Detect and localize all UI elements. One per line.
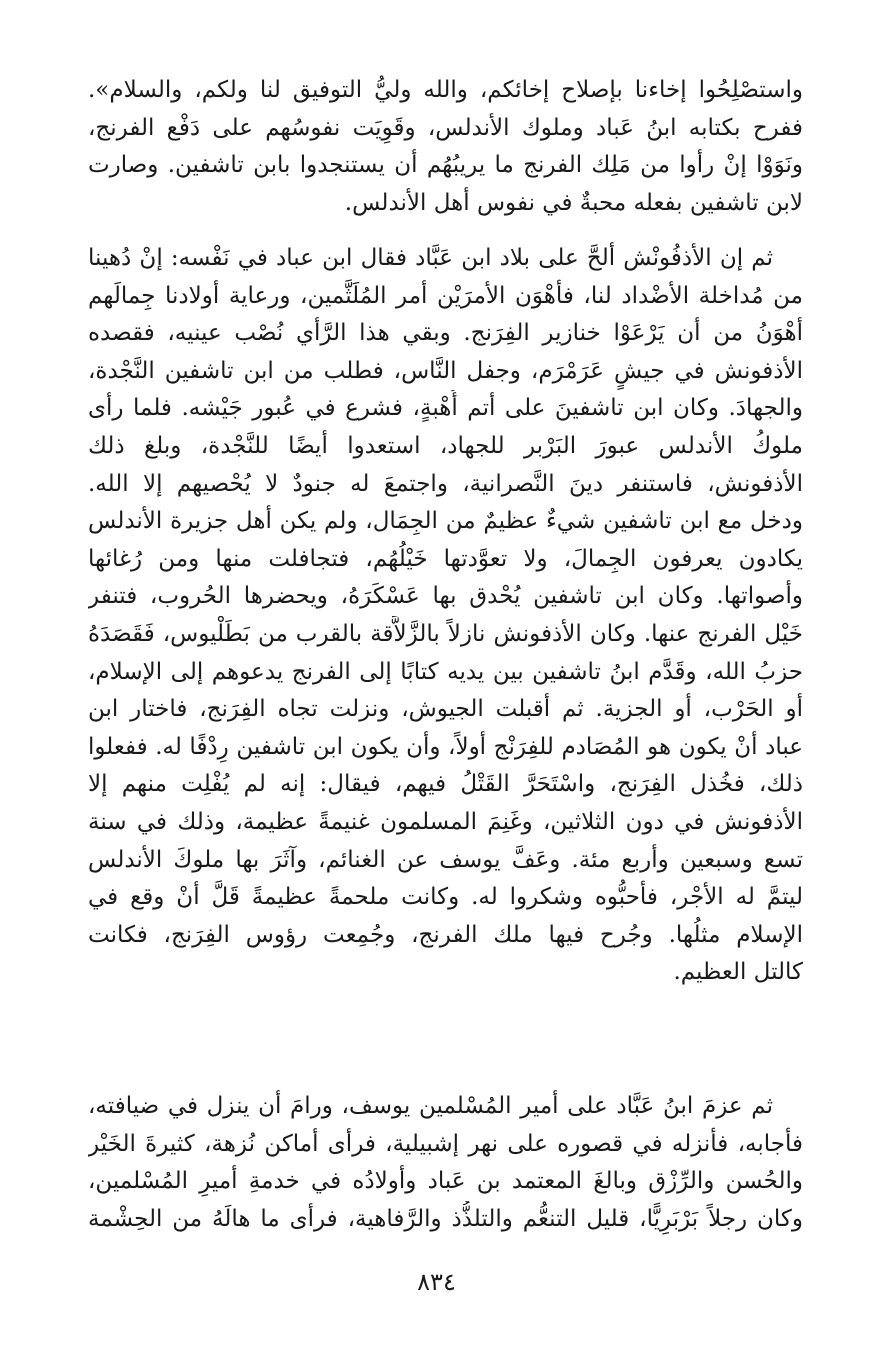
text-line: ثم إن الأذفُونْش ألحَّ على بلاد ابن عَبَّاد فقال ابن عباد في نَفْسه: إنْ دُهينا <box>88 245 773 271</box>
text-line: الإسلام مثلُها. وجُرح فيها ملك الفرنج، وجُمِعت رؤوس الفِرَنج، فكانت <box>88 921 803 948</box>
text-line: ثم عزمَ ابنُ عَبَّاد على أمير المُسْلمين يوسف، ورامَ أن ينزل في ضيافته، <box>88 1093 773 1119</box>
text-line: تسع وسبعين وأربع مئة. وعَفَّ يوسف عن الغنائم، وآثَرَ بها ملوكَ الأندلس <box>88 846 803 873</box>
text-line: الأذفونش، فاستنفر دينَ النَّصرانية، واجتمعَ له جنودٌ لا يُحْصيهم إلا الله. <box>88 470 803 497</box>
text-line: يكادون يعرفون الجِمالَ، ولا تعوَّدتها خَيْلُهُم، فتجافلت منها ومن رُغائها <box>88 545 803 572</box>
text-line: لابن تاشفين بفعله محبةٌ في نفوس أهل الأندلس. <box>344 189 803 216</box>
text-line: والحُسن والرِّزْق وبالغَ المعتمد بن عَباد وأولادُه في خدمةِ أميرِ المُسْلمين، <box>88 1168 803 1195</box>
text-line: خَيْل الفرنج عنها. وكان الأذفونش نازلاً بالزَّلاَّقة بالقرب من بَطَلْيوس، فَقَصَدَهُ <box>88 620 803 647</box>
text-line: الأذفونش في جيشٍ عَرَمْرَم، وجفل النَّاس، فطلب من ابن تاشفين النَّجْدة، <box>88 357 803 384</box>
text-line: عباد أنْ يكون هو المُصَادم للفِرَنْج أولاً، وأن يكون ابن تاشفين رِدْفًا له. ففعلوا <box>88 733 803 760</box>
text-line: وأصواتها. وكان ابن تاشفين يُحْدق بها عَسْكَرَهُ، ويحضرها الحُروب، فتنفر <box>88 583 803 610</box>
text-line: ملوكُ الأندلس عبورَ البَرْبر للجهاد، استعدوا أيضًا للنَّجْدة، وبلغ ذلك <box>88 432 803 459</box>
text-line: ونَوَوْا إنْ رأوا من مَلِك الفرنج ما يريبُهُم أن يستنجدوا بابن تاشفين. وصارت <box>88 152 803 179</box>
paragraph-1 <box>88 72 803 222</box>
page-number: ٨٣٤ <box>417 1268 456 1296</box>
text-line: فأجابه، فأنزله في قصوره على نهر إشبيلية، فرأى أماكن نُزهة، كثيرةَ الخَيْر <box>88 1130 803 1157</box>
text-line: والجهادَ. وكان ابن تاشفينَ على أتم أُهْبةٍ، فشرع في عُبور جَيْشه. فلما رأى <box>88 395 803 422</box>
text-line: أو الحَرْب، أو الجزية. ثم أقبلت الجيوش، ونزلت تجاه الفِرَنج، فاختار ابن <box>88 696 803 723</box>
text-line: ودخل مع ابن تاشفين شيءٌ عظيمٌ من الجِمَال، ولم يكن أهل جزيرة الأندلس <box>88 508 803 535</box>
text-line: أهْوَنُ من أن يَرْعَوْا خنازير الفِرَنج. وبقي هذا الرَّأي نُصْب عينيه، فقصده <box>88 320 803 347</box>
text-line: واستصْلِحُوا إخاءنا بإصلاح إخائكم، والله وليُّ التوفيق لنا ولكم، والسلام». <box>88 77 803 103</box>
text-line: وكان رجلاً بَرْبَرِيًّا، قليل التنعُّم والتلذُّذ والرَّفاهية، فرأى ما هالَهُ من الحِشْمة <box>88 1205 803 1232</box>
paragraph-3 <box>88 1088 803 1238</box>
text-line: ليتمَّ له الأجْر، فأحبُّوه وشكروا له. وكانت ملحمةً عظيمةً قَلَّ أنْ وقع في <box>88 884 803 911</box>
text-line: ففرح بكتابه ابنُ عَباد وملوك الأندلس، وقَوِيَت نفوسُهم على دَفْع الفرنج، <box>88 114 803 141</box>
text-line: حزبُ الله، وقَدَّم ابنُ تاشفين بين يديه كتابًا إلى الفرنج يدعوهم إلى الإسلام، <box>88 658 803 685</box>
text-line: من مُداخلة الأضْداد لنا، فأهْوَن الأمرَيْن أمر المُلَثَّمين، ورعاية أولادنا جِمالَهم <box>88 282 803 309</box>
text-line: الأذفونش في دون الثلاثين، وغَنِمَ المسلمون غنيمةً عظيمة، وذلك في سنة <box>88 808 803 835</box>
text-line: ذلك، فخُذل الفِرَنج، واسْتَحَرَّ القَتْلُ فيهم، فيقال: إنه لم يُفْلِت منهم إلا <box>88 771 803 798</box>
paragraph-2 <box>88 240 803 992</box>
text-line: كالتل العظيم. <box>673 959 803 986</box>
